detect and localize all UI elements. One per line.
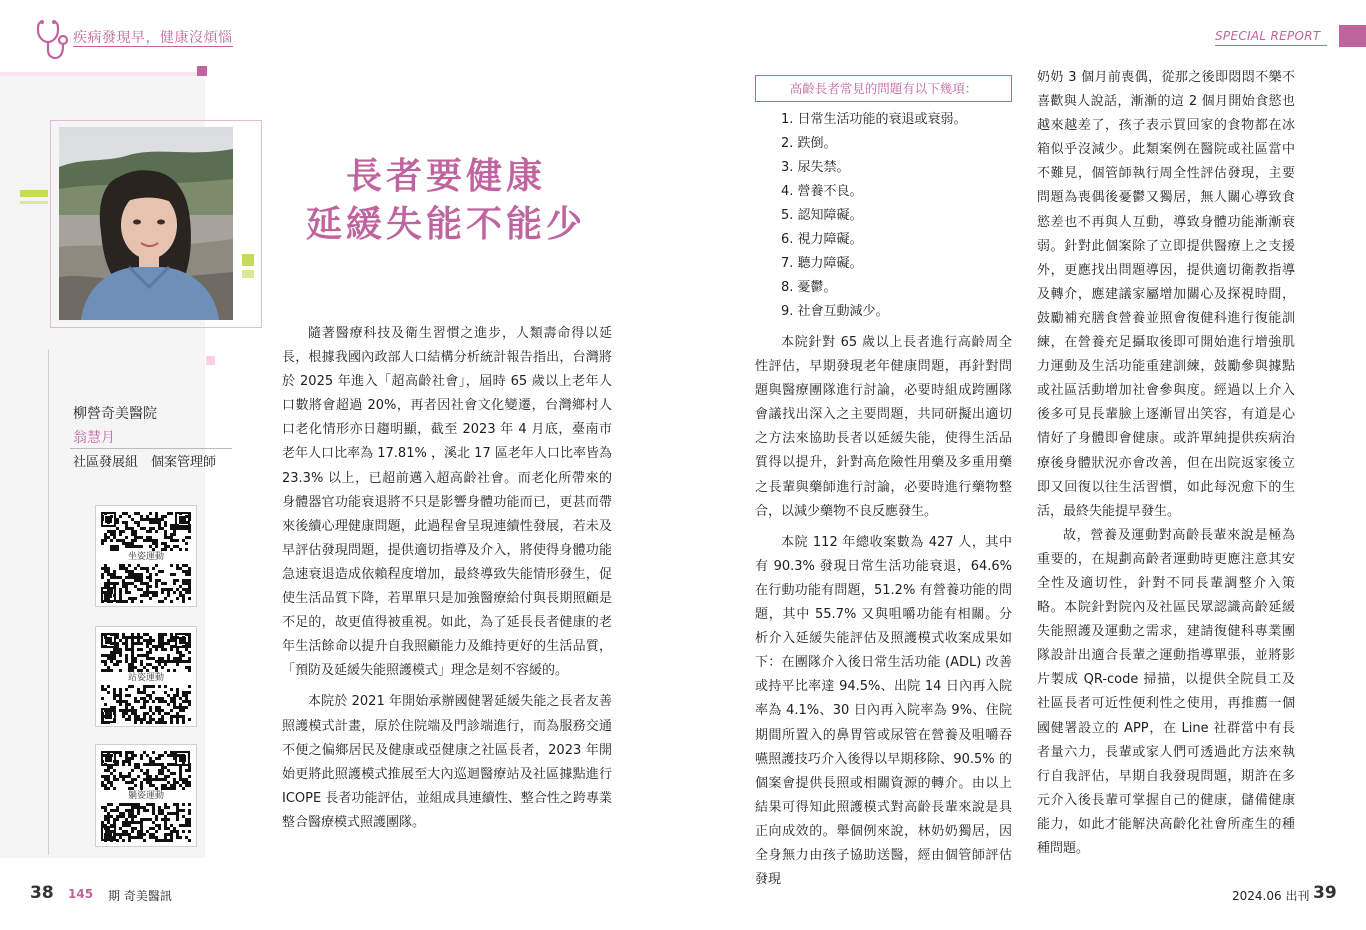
author-name: 翁慧月 [73,430,115,446]
author-hospital: 柳營奇美醫院 [73,406,157,422]
decor-square [197,66,207,76]
qr-pattern [100,511,192,551]
list-item: 8. 憂鬱。 [781,280,837,295]
publication-name: 期 奇美醫訊 [108,889,172,903]
list-item: 4. 營養不良。 [781,184,863,199]
body-column-1 [282,322,612,835]
list-item: 1. 日常生活功能的衰退或衰弱。 [781,112,967,127]
qr-code-sitting[interactable] [95,505,197,607]
qr-code-standing[interactable] [95,626,197,727]
publication-date: 2024.06 出刊 [1232,889,1310,903]
author-position: 社區發展組 個案管理師 [73,455,217,470]
list-item: 7. 聽力障礙。 [781,256,863,271]
qr-pattern [100,632,192,672]
body-column-3 [1037,66,1295,861]
list-item: 3. 尿失禁。 [781,160,850,175]
paragraph: 隨著醫療科技及衛生習慣之進步，人類壽命得以延長，根據我國內政部人口結構分析統計報告指出，台灣將於 2025 年進入「超高齡社會」，屆時 65 歲以上老年人口數將會超過 20%，再者因社會文化變遷，台灣鄉村人口老化情形亦日趨明顯，截至 2023 年 4 月底，臺南市老年人口比率為 17.81% ，溪北 17 區老年人口比率皆為 23.3% 以上，已超前邁入超高齡社會。而老化所帶來的身體器官功能衰退將不只是影響身體功能而已，更甚而帶來後續心理健康問題，此過程會呈現連續性發展，若未及早評估發現問題，提供適切指導及介入，將使得身體功能急速衰退造成依賴程度增加，最終導致失能情形發生，促使生活品質下降，若單單只是加強醫療給付與長期照顧是不足的，故更值得被重視。如此，為了延長長者健康的老年生活餘命以提升自我照顧能力及維持更好的生活品質，「預防及延緩失能照護模式」理念是刻不容緩的。 [282,326,612,679]
list-item: 9. 社會互動減少。 [781,304,889,319]
divider [48,350,49,855]
paragraph: 故，營養及運動對高齡長輩來說是極為重要的，在規劃高齡者運動時更應注意其安全性及適切性，針對不同長輩調整介入策略。本院針對院內及社區民眾認識高齡延緩失能照護及運動之需求，建請復健科專業團隊設計出適合長輩之運動指導單張，並將影片製成 QR-code 掃描，以提供全院員工及社區長者可近性便利性之使用，再推薦一個國健署設立的 APP，在 Line 社群當中有長者量六力，長輩或家人們可透過此方法來執行自我評估，早期自我發現問題，期許在多元介入後長輩可掌握自己的健康，儲備健康能力，如此才能解決高齡化社會所產生的種種問題。 [1037,527,1295,856]
stethoscope-icon [34,18,74,64]
decor-green-square [242,254,254,266]
qr-label: 站姿運動 [127,673,164,683]
decor-green-square [242,270,254,278]
panel-stripe [0,72,205,76]
paragraph: 奶奶 3 個月前喪偶，從那之後即悶悶不樂不喜歡與人說話，漸漸的這 2 個月開始食慾也越來越差了，孩子表示買回家的食物都在冰箱似乎沒減少。此類案例在醫院或社區當中不難見，個管師執行周全性評估發現，主要問題為喪偶後憂鬱又獨居，無人關心導致食慾差也不再與人互動，導致身體功能漸漸衰弱。針對此個案除了立即提供醫療上之支援外，更應找出問題導因，提供適切衛教指導及轉介，應建議家屬增加關心及探視時間，鼓勵補充膳食營養並照會復健科進行復能訓練，在營養充足攝取後即可開始進行增強肌力運動及生活功能重建訓練，鼓勵參與據點或社區活動增加社會參與度。經過以上介入後多可見長輩臉上逐漸冒出笑容，有道是心情好了身體即會健康。或許單純提供疾病治療後身體狀況亦會改善，但在出院返家後立即又回復以往生活習慣，如此每況愈下的生活，最終失能提早發生。 [1037,70,1295,519]
paragraph: 本院針對 65 歲以上長者進行高齡周全性評估，早期發現老年健康問題，再針對問題與醫療團隊進行討論，必要時組成跨團隊會議找出深入之主要問題，共同研擬出適切之方法來協助長者以延緩失能，使得生活品質得以提升，針對高危險性用藥及多重用藥之長輩與藥師進行討論，必要時進行藥物整合，以減少藥物不良反應發生。 [755,335,1012,519]
qr-pattern [100,802,192,842]
list-item: 2. 跌倒。 [781,136,837,151]
qr-label: 躺姿運動 [127,791,164,801]
page-tab-marker [1339,25,1366,47]
special-report-rule [1215,45,1327,46]
page-number-left: 38 [30,883,54,903]
body-column-2 [755,331,1012,892]
page-number-right: 39 [1313,883,1337,903]
divider [70,448,232,449]
article-title-line-2: 延緩失能不能少 [305,203,586,245]
qr-pattern [100,750,192,790]
qr-pattern [100,563,192,603]
problems-list [781,108,1011,324]
list-item: 5. 認知障礙。 [781,208,863,223]
issue-number: 145 [68,887,94,901]
qr-pattern [100,684,192,724]
decor-square [206,356,215,365]
problems-box-title: 高齡長者常見的問題有以下幾項： [755,75,1012,102]
paragraph: 本院 112 年總收案數為 427 人，其中有 90.3% 發現日常生活功能衰退，64.6% 在行動功能有問題，51.2% 有營養功能的問題，其中 55.7% 又與咀嚼功能有相關。分析介入延緩失能評估及照護模式收案成果如下：在團隊介入後日常生活功能 (ADL) 改善或持平比率達 94.5%、出院 14 日內再入院率為 4.1%、30 日內再入院率為 9%、住院期間所置入的鼻胃管或尿管在營養及咀嚼吞嚥照護技巧介入後得以早期移除、90.5% 的個案會提供長照或相關資源的轉介。由以上結果可得知此照護模式對高齡長輩來說是具正向成效的。舉個例來說，林奶奶獨居，因全身無力由孩子協助送醫，經由個管師評估發現 [755,534,1012,888]
article-title-line-1: 長者要健康 [345,155,546,197]
header-rule [73,46,233,47]
section-tagline: 疾病發現早，健康沒煩惱 [73,30,233,46]
paragraph: 本院於 2021 年開始承辦國健署延緩失能之長者友善照護模式計畫，原於住院端及門診端進行，而為服務交通不便之偏鄉居民及健康或亞健康之社區長者，2023 年開始更將此照護模式推展至大內巡迴醫療站及社區據點進行 ICOPE 長者功能評估，並組成具連續性、整合性之跨專業整合醫療模式照護團隊。 [282,694,612,830]
list-item: 6. 視力障礙。 [781,232,863,247]
qr-label: 坐姿運動 [127,552,164,562]
special-report-label: SPECIAL REPORT [1215,29,1321,43]
qr-code-lying[interactable] [95,744,197,847]
